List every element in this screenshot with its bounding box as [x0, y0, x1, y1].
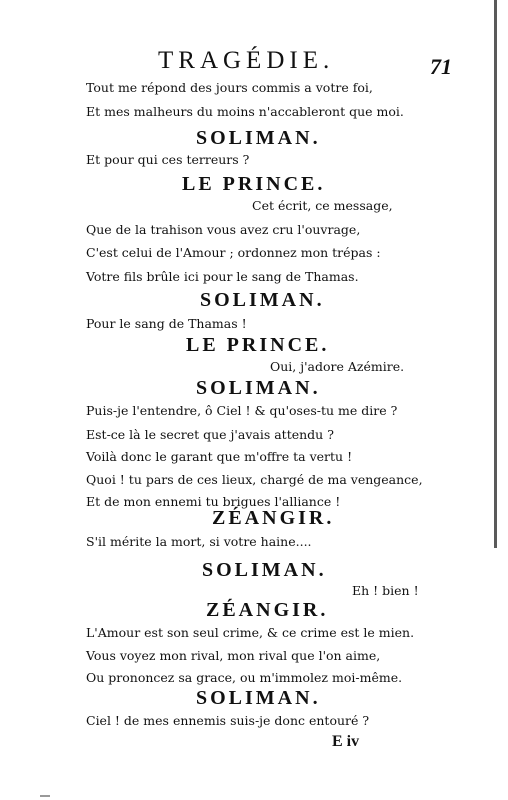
verse-line: Et pour qui ces terreurs ? — [86, 152, 250, 167]
speaker-name: SOLIMAN. — [200, 289, 325, 311]
speaker-name: ZÉANGIR. — [206, 599, 329, 621]
verse-line: Ou prononcez sa grace, ou m'immolez moi-même. — [86, 670, 403, 685]
verse-line: Puis-je l'entendre, ô Ciel ! & qu'oses-tu me dire ? — [86, 403, 398, 418]
verse-line: Eh ! bien ! — [352, 583, 419, 598]
speaker-name: LE PRINCE. — [182, 173, 326, 195]
speaker-name: ZÉANGIR. — [212, 507, 335, 529]
running-head: TRAGÉDIE. — [158, 47, 335, 74]
verse-line: Et de mon ennemi tu brigues l'alliance ! — [86, 494, 341, 509]
speaker-name: SOLIMAN. — [196, 687, 321, 709]
verse-line: Voilà donc le garant que m'offre ta vertu ! — [86, 449, 353, 464]
verse-line: L'Amour est son seul crime, & ce crime est le mien. — [86, 625, 415, 640]
signature-mark: E iv — [332, 733, 360, 750]
verse-line: Oui, j'adore Azémire. — [270, 359, 405, 374]
verse-line: Pour le sang de Thamas ! — [86, 316, 247, 331]
speaker-name: SOLIMAN. — [196, 127, 321, 149]
verse-line: Cet écrit, ce message, — [252, 198, 393, 213]
page-corner-mark — [40, 795, 50, 797]
verse-line: Quoi ! tu pars de ces lieux, chargé de ma vengeance, — [86, 472, 423, 487]
verse-line: Vous voyez mon rival, mon rival que l'on aime, — [86, 648, 381, 663]
speaker-name: SOLIMAN. — [202, 559, 327, 581]
verse-line: Ciel ! de mes ennemis suis-je donc entouré ? — [86, 713, 370, 728]
speaker-name: SOLIMAN. — [196, 377, 321, 399]
verse-line: C'est celui de l'Amour ; ordonnez mon trépas : — [86, 245, 381, 260]
verse-line: Que de la trahison vous avez cru l'ouvrage, — [86, 222, 361, 237]
page-header — [0, 47, 508, 81]
page-edge-line — [494, 0, 497, 548]
verse-line: Votre fils brûle ici pour le sang de Thamas. — [86, 269, 359, 284]
verse-line: Et mes malheurs du moins n'accableront que moi. — [86, 104, 404, 119]
verse-line: Tout me répond des jours commis a votre foi, — [86, 80, 373, 95]
speaker-name: LE PRINCE. — [186, 334, 330, 356]
verse-line: S'il mérite la mort, si votre haine.... — [86, 534, 312, 549]
verse-line: Est-ce là le secret que j'avais attendu ? — [86, 427, 334, 442]
page-number: 71 — [430, 54, 452, 79]
